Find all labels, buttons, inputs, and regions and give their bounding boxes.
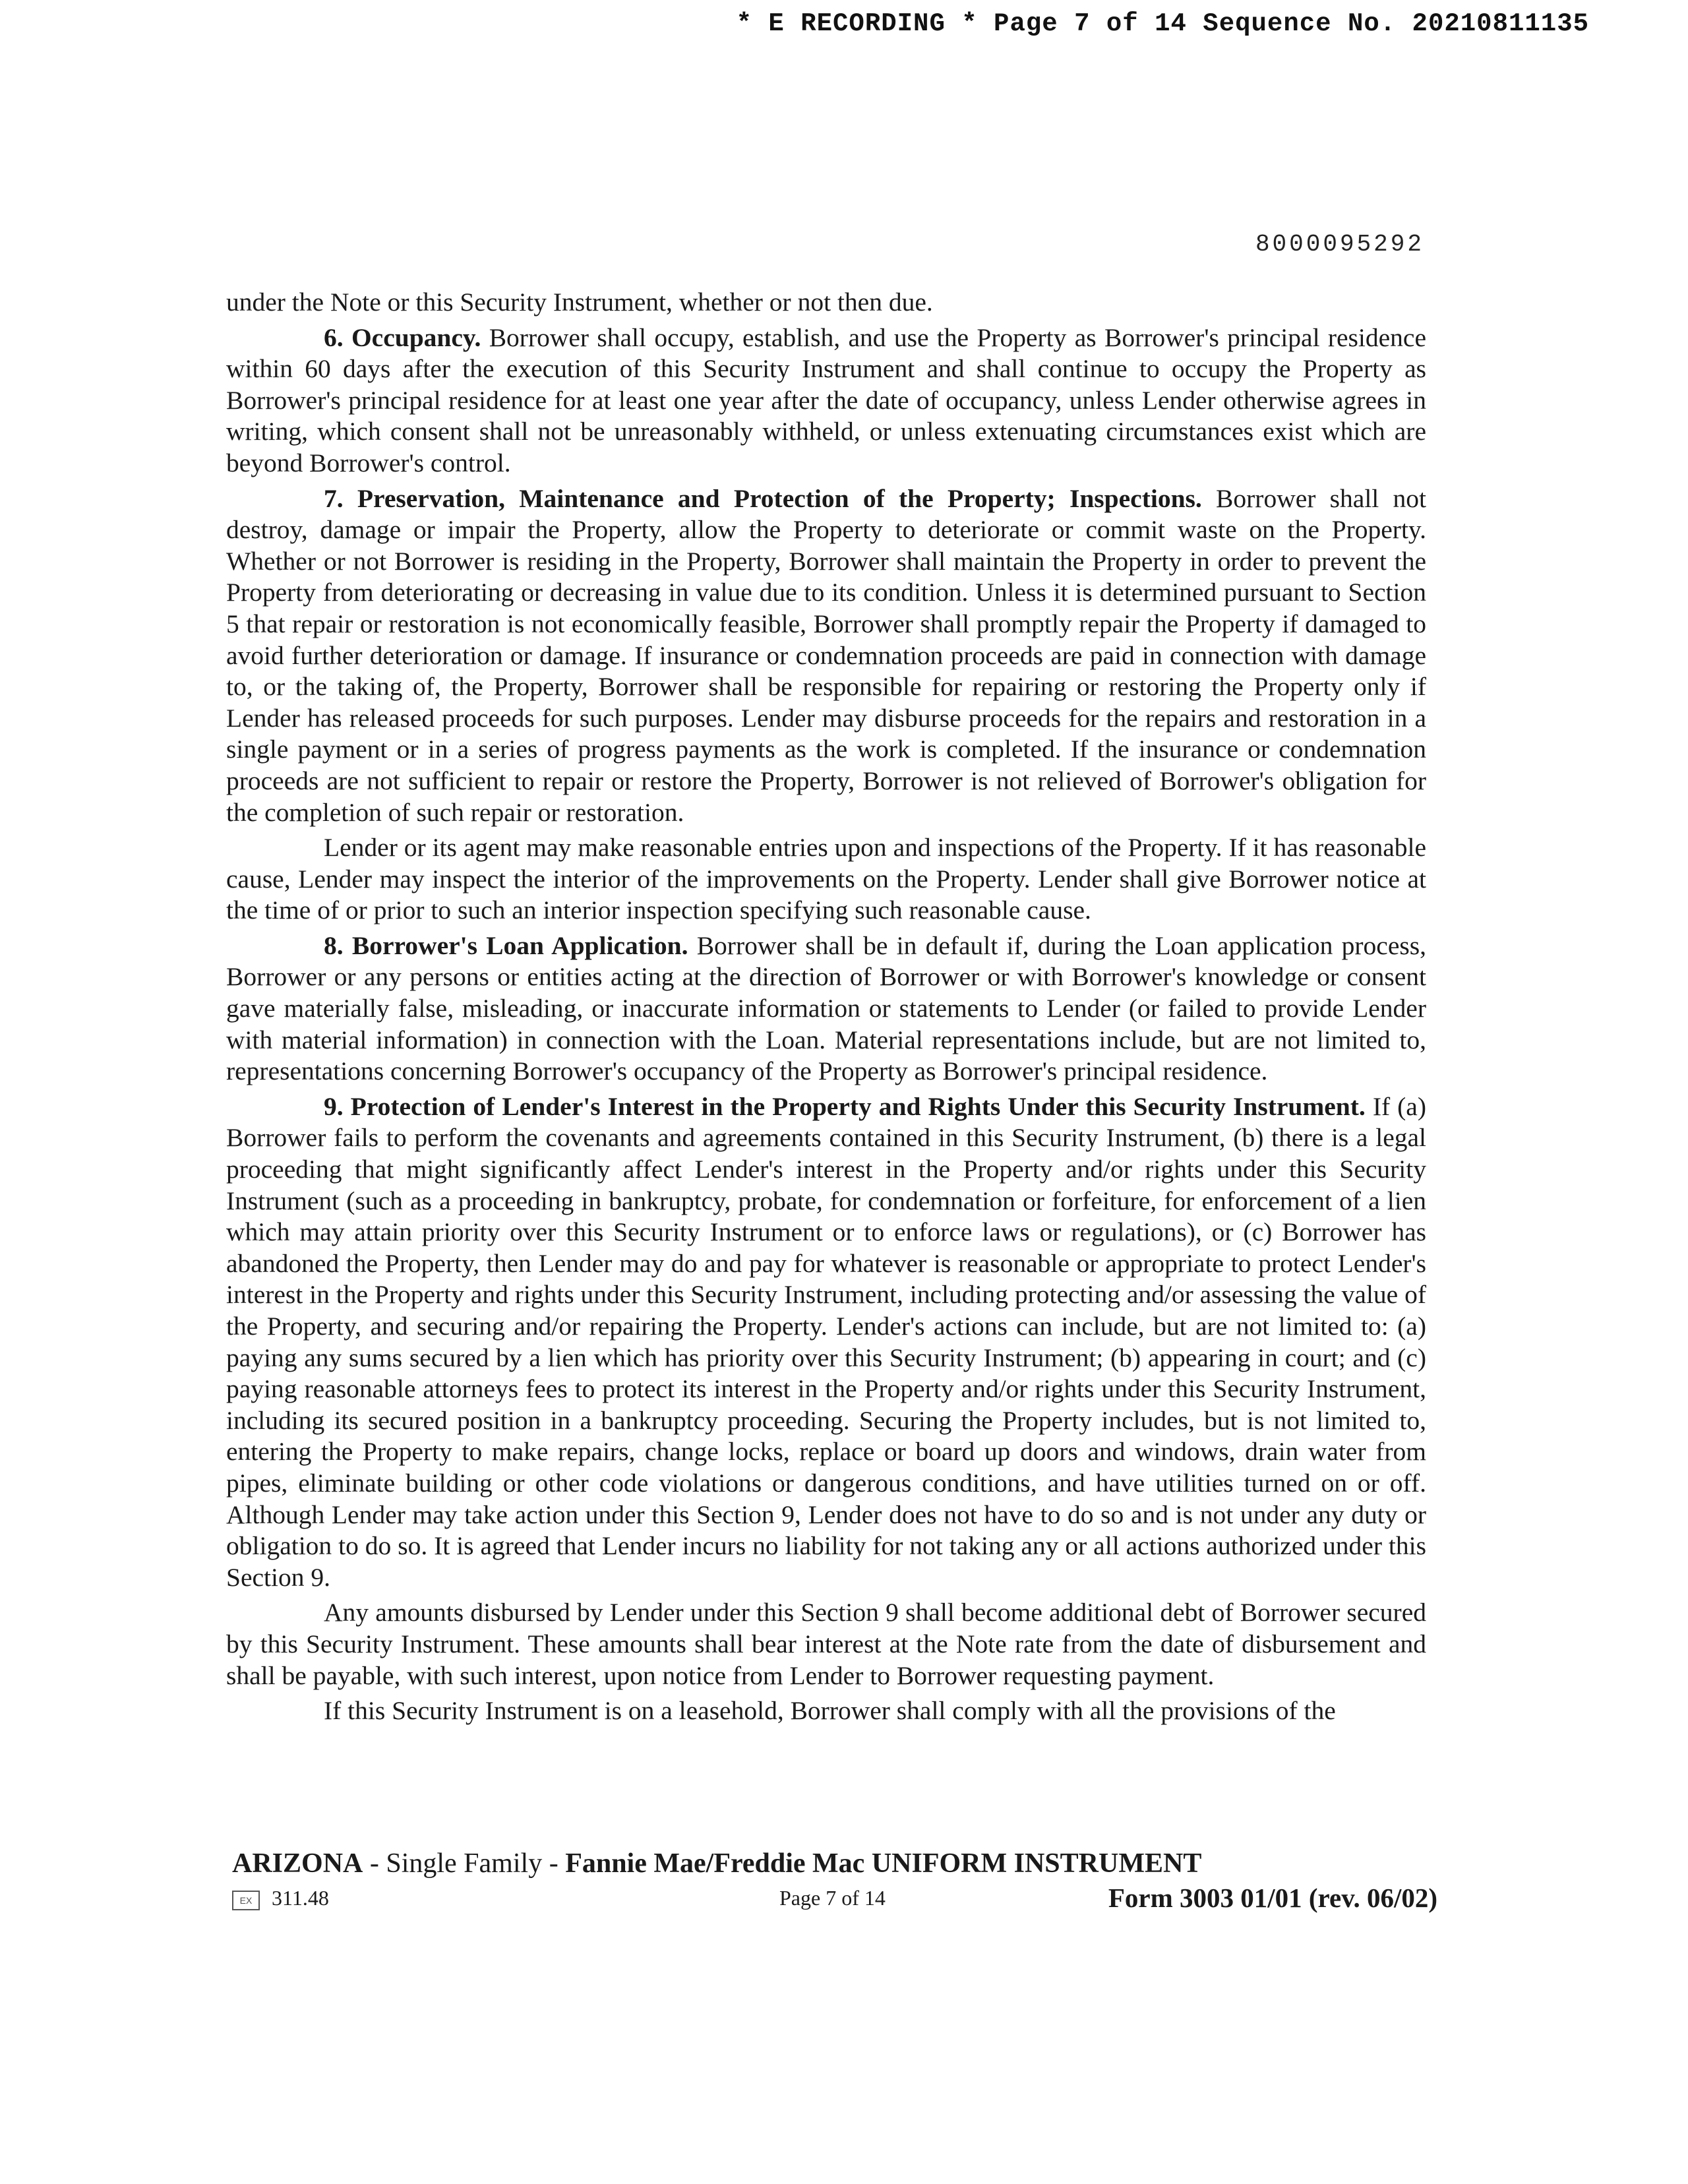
- section-8-text: Borrower shall be in default if, during the Loan application process, Borrower or any persons or entities acting at the direction of Borrower or with Borrower's knowledge or consent gave materially false, misleading, or inaccurate information or statements to Lender (or failed to provide Lender with material information) in connection with the Loan. Material representations include, but are not limited to, representations concerning Borrower's occupancy of the Property as Borrower's principal residence.: [226, 930, 1426, 1086]
- section-9-heading: 9. Protection of Lender's Interest in the Property and Rights Under this Security Instrument.: [324, 1091, 1366, 1121]
- footer-page-number: Page 7 of 14: [779, 1886, 886, 1910]
- document-body: [226, 287, 1426, 1731]
- footer-title: [232, 1846, 1432, 1881]
- section-9-leasehold: If this Security Instrument is on a leasehold, Borrower shall comply with all the provisions of the: [324, 1696, 1336, 1726]
- section-9-protection: [226, 1091, 1426, 1594]
- paragraph-continuation: under the Note or this Security Instrument, whether or not then due.: [226, 288, 933, 317]
- footer-form-number: Form 3003 01/01 (rev. 06/02): [1108, 1883, 1437, 1913]
- recording-header: * E RECORDING * Page 7 of 14 Sequence No. 20210811135: [736, 9, 1589, 38]
- footer-meta: [232, 1881, 1437, 1915]
- section-6-heading: 6. Occupancy.: [324, 322, 481, 352]
- section-6-occupancy: [226, 322, 1426, 479]
- footer-instrument: Fannie Mae/Freddie Mac UNIFORM INSTRUMENT: [565, 1848, 1202, 1879]
- section-7-inspections: Lender or its agent may make reasonable entries upon and inspections of the Property. If it has reasonable cause, Lender may inspect the interior of the improvements on the Property. Lender shall give Borrower notice at the time of or prior to such an interior inspection specifying such reasonable cause.: [226, 833, 1426, 925]
- footer-separator: - Single Family -: [363, 1848, 566, 1879]
- section-7-text: Borrower shall not destroy, damage or impair the Property, allow the Property to deteriorate or commit waste on the Property. Whether or not Borrower is residing in the Property, Borrower shall maintain the Property in order to prevent the Property from deteriorating or decreasing in value due to its condition. Unless it is determined pursuant to Section 5 that repair or restoration is not economically feasible, Borrower shall promptly repair the Property if damaged to avoid further deterioration or damage. If insurance or condemnation proceeds are paid in connection with damage to, or the taking of, the Property, Borrower shall be responsible for repairing or restoring the Property only if Lender has released proceeds for such purposes. Lender may disburse proceeds for the repairs and restoration in a single payment or in a series of progress payments as the work is completed. If the insurance or condemnation proceeds are not sufficient to repair or restore the Property, Borrower is not relieved of Borrower's obligation for the completion of such repair or restoration.: [226, 483, 1426, 827]
- form-footer: [232, 1846, 1437, 1915]
- section-8-loan-application: [226, 930, 1426, 1087]
- section-8-heading: 8. Borrower's Loan Application.: [324, 930, 688, 960]
- footer-code: 311.48: [272, 1886, 329, 1910]
- section-9-amounts-disbursed: Any amounts disbursed by Lender under this Section 9 shall become additional debt of Borrower secured by this Security Instrument. These amounts shall bear interest at the Note rate from the date of disbursement and shall be payable, with such interest, upon notice from Lender to Borrower requesting payment.: [226, 1598, 1426, 1690]
- footer-state: ARIZONA: [232, 1848, 363, 1879]
- section-7-preservation: [226, 483, 1426, 829]
- section-7-heading: 7. Preservation, Maintenance and Protection of the Property; Inspections.: [324, 483, 1202, 513]
- loan-number: 8000095292: [1255, 231, 1424, 258]
- section-9-text: If (a) Borrower fails to perform the covenants and agreements contained in this Security Instrument, (b) there is a legal proceeding that might significantly affect Lender's interest in the Property and/or rights under this Security Instrument (such as a proceeding in bankruptcy, probate, for condemnation or forfeiture, for enforcement of a lien which may attain priority over this Security Instrument or to enforce laws or regulations), or (c) Borrower has abandoned the Property, then Lender may do and pay for whatever is reasonable or appropriate to protect Lender's interest in the Property and rights under this Security Instrument, including protecting and/or assessing the value of the Property, and securing and/or repairing the Property. Lender's actions can include, but are not limited to: (a) paying any sums secured by a lien which has priority over this Security Instrument; (b) appearing in court; and (c) paying reasonable attorneys fees to protect its interest in the Property and/or rights under this Security Instrument, including its secured position in a bankruptcy proceeding. Securing the Property includes, but is not limited to, entering the Property to make repairs, change locks, replace or board up doors and windows, drain water from pipes, eliminate building or other code violations or dangerous conditions, and have utilities turned on or off. Although Lender may take action under this Section 9, Lender does not have to do so and is not under any duty or obligation to do so. It is agreed that Lender incurs no liability for not taking any or all actions authorized under this Section 9.: [226, 1091, 1426, 1592]
- form-logo-icon: EX: [232, 1891, 260, 1910]
- section-6-text: Borrower shall occupy, establish, and use the Property as Borrower's principal residence within 60 days after the execution of this Security Instrument and shall continue to occupy the Property as Borrower's principal residence for at least one year after the date of occupancy, unless Lender otherwise agrees in writing, which consent shall not be unreasonably withheld, or unless extenuating circumstances exist which are beyond Borrower's control.: [226, 322, 1426, 477]
- footer-form-code: [232, 1881, 329, 1915]
